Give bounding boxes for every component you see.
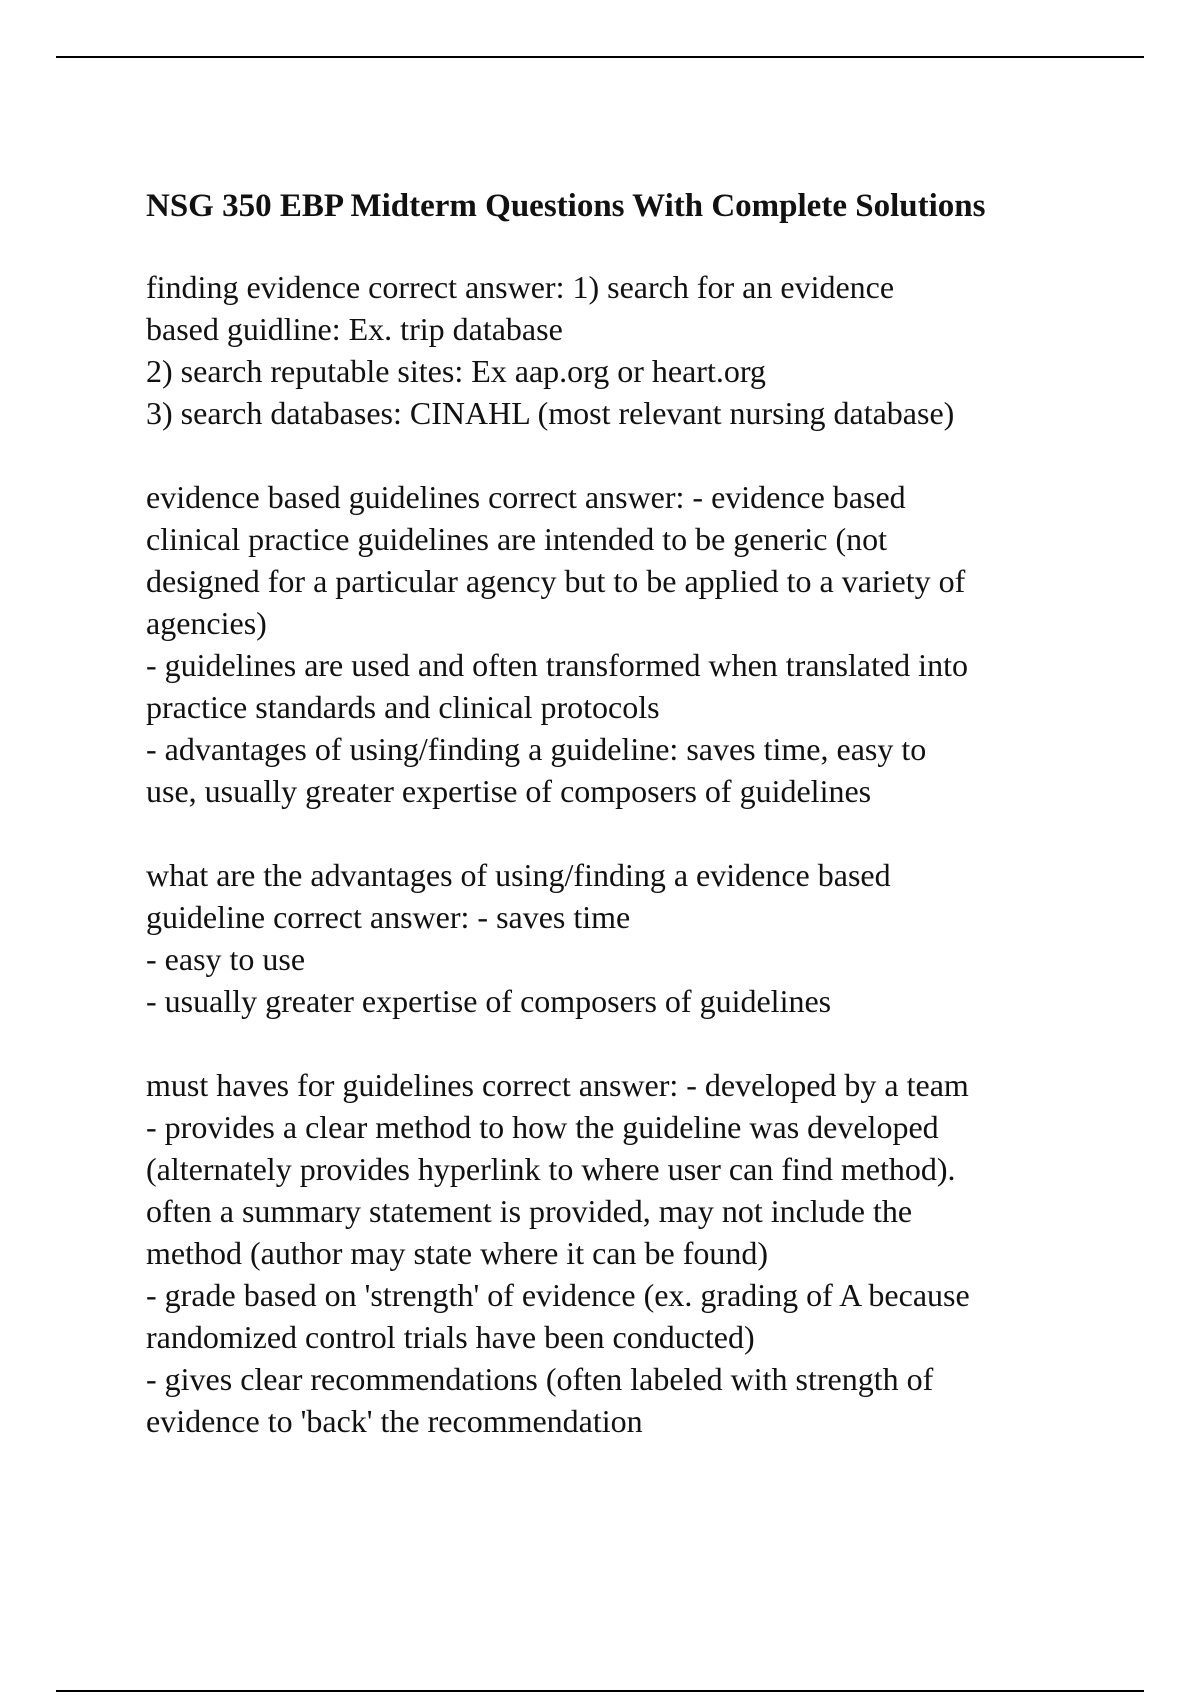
text-line: designed for a particular agency but to be applied to a variety of [146,563,966,599]
text-line: practice standards and clinical protocols [146,689,660,725]
text-line: - advantages of using/finding a guideline: saves time, easy to [146,731,927,767]
top-rule [56,56,1144,58]
text-line: use, usually greater expertise of composers of guidelines [146,773,872,809]
qa-block-must-haves [146,1064,1106,1442]
text-line: (alternately provides hyperlink to where user can find method). [146,1151,956,1187]
text-line: - grade based on 'strength' of evidence (ex. grading of A because [146,1277,970,1313]
text-line: based guidline: Ex. trip database [146,311,563,347]
text-line: guideline correct answer: - saves time [146,899,631,935]
text-line: clinical practice guidelines are intended to be generic (not [146,521,887,557]
qa-block-advantages [146,854,1106,1022]
text-line: must haves for guidelines correct answer: - developed by a team [146,1067,969,1103]
text-line: - provides a clear method to how the guideline was developed [146,1109,939,1145]
text-line: - guidelines are used and often transformed when translated into [146,647,968,683]
text-line: - usually greater expertise of composers of guidelines [146,983,832,1019]
text-line: - easy to use [146,941,306,977]
qa-block-evidence-based-guidelines [146,476,1106,812]
document-body [146,186,1106,1484]
text-line: randomized control trials have been conducted) [146,1319,755,1355]
text-line: what are the advantages of using/finding a evidence based [146,857,891,893]
text-line: - gives clear recommendations (often labeled with strength of [146,1361,934,1397]
text-line: agencies) [146,605,267,641]
text-line: often a summary statement is provided, may not include the [146,1193,913,1229]
text-line: evidence based guidelines correct answer: - evidence based [146,479,906,515]
bottom-rule [56,1690,1144,1692]
text-line: evidence to 'back' the recommendation [146,1403,643,1439]
text-line: 3) search databases: CINAHL (most relevant nursing database) [146,395,955,431]
text-line: finding evidence correct answer: 1) search for an evidence [146,269,895,305]
document-title: NSG 350 EBP Midterm Questions With Complete Solutions [146,188,986,224]
qa-block-finding-evidence [146,266,1106,434]
text-line: 2) search reputable sites: Ex aap.org or heart.org [146,353,766,389]
text-line: method (author may state where it can be found) [146,1235,768,1271]
